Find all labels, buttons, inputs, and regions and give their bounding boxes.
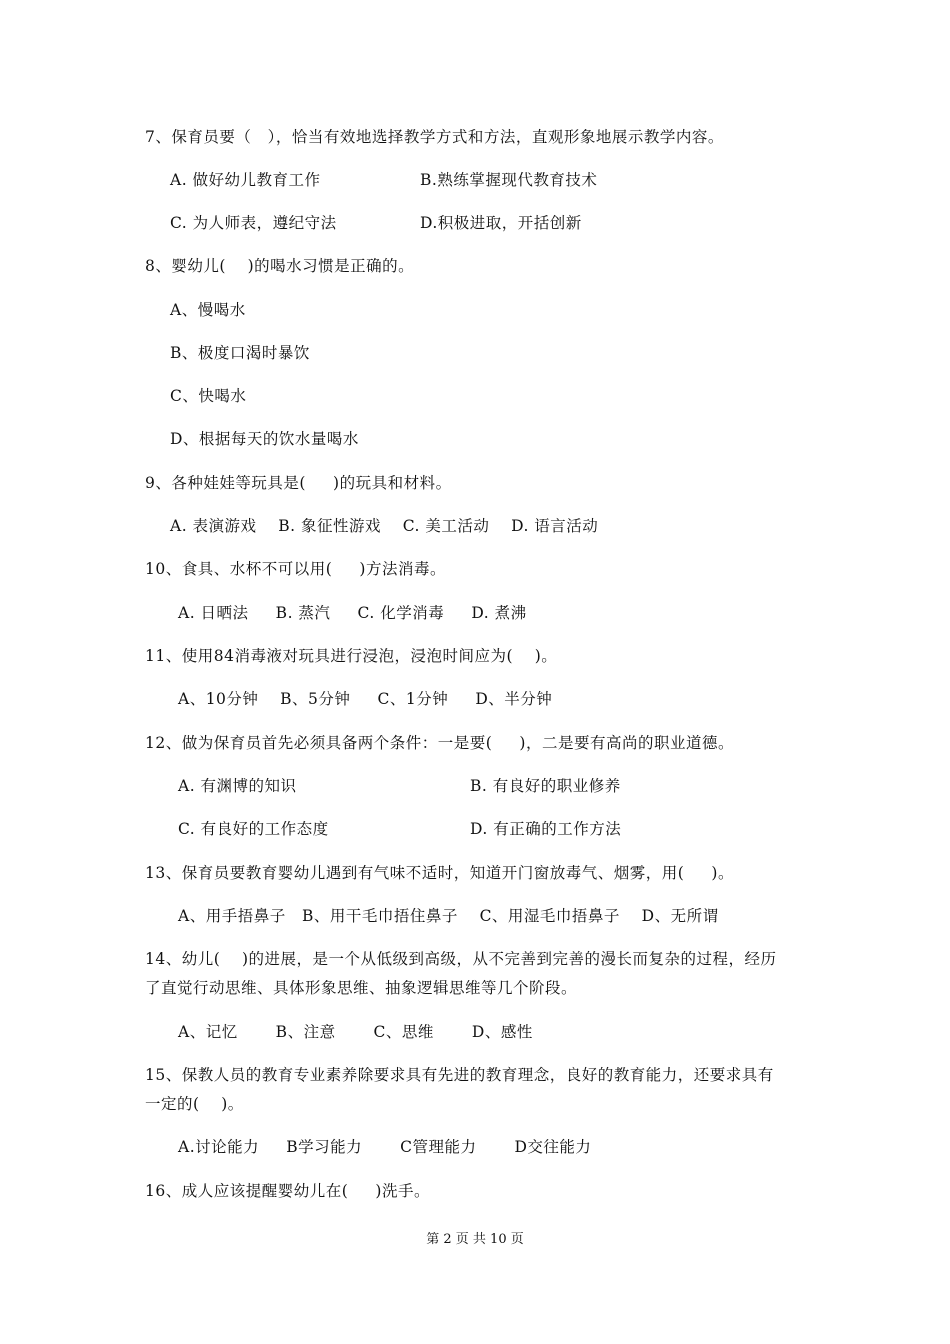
question-15-stem-line-2: 一定的( )。 <box>145 1095 244 1113</box>
question-7-option-c: C. 为人师表，遵纪守法 <box>170 214 337 232</box>
page-footer: 第 2 页 共 10 页 <box>426 1232 524 1247</box>
question-12-stem: 12、做为保育员首先必须具备两个条件：一是要( )，二是要有高尚的职业道德。 <box>145 734 734 752</box>
question-14-stem-line-1: 14、幼儿( )的进展，是一个从低级到高级，从不完善到完善的漫长而复杂的过程，经历 <box>145 950 777 968</box>
question-10-stem: 10、食具、水杯不可以用( )方法消毒。 <box>145 560 446 578</box>
question-10-options: A. 日晒法 B. 蒸汽 C. 化学消毒 D. 煮沸 <box>178 604 527 622</box>
question-13-options: A、用手捂鼻子 B、用干毛巾捂住鼻子 C、用湿毛巾捂鼻子 D、无所谓 <box>178 907 719 925</box>
question-7-option-d: D.积极进取，开括创新 <box>420 214 582 232</box>
question-16-stem: 16、成人应该提醒婴幼儿在( )洗手。 <box>145 1182 430 1200</box>
question-7-option-b: B.熟练掌握现代教育技术 <box>420 171 598 189</box>
question-8-stem: 8、婴幼儿( )的喝水习惯是正确的。 <box>145 257 415 275</box>
question-8-option-c: C、快喝水 <box>170 387 247 405</box>
question-11-stem: 11、使用84消毒液对玩具进行浸泡，浸泡时间应为( )。 <box>145 647 558 665</box>
question-8-option-b: B、极度口渴时暴饮 <box>170 344 310 362</box>
question-8-option-a: A、慢喝水 <box>170 301 246 319</box>
question-9-stem: 9、各种娃娃等玩具是( )的玩具和材料。 <box>145 474 452 492</box>
question-9-options: A. 表演游戏 B. 象征性游戏 C. 美工活动 D. 语言活动 <box>170 517 599 535</box>
question-14-stem-line-2: 了直觉行动思维、具体形象思维、抽象逻辑思维等几个阶段。 <box>145 979 578 997</box>
question-11-options: A、10分钟 B、5分钟 C、1分钟 D、半分钟 <box>178 690 553 708</box>
question-12-option-c: C. 有良好的工作态度 <box>178 820 329 838</box>
question-12-option-b: B. 有良好的职业修养 <box>470 777 621 795</box>
question-7-option-a: A. 做好幼儿教育工作 <box>170 171 321 189</box>
question-15-stem-line-1: 15、保教人员的教育专业素养除要求具有先进的教育理念，良好的教育能力，还要求具有 <box>145 1066 774 1084</box>
question-15-options: A.讨论能力 B学习能力 C管理能力 D交往能力 <box>178 1138 592 1156</box>
question-12-option-a: A. 有渊博的知识 <box>178 777 297 795</box>
question-12-option-d: D. 有正确的工作方法 <box>470 820 622 838</box>
question-8-option-d: D、根据每天的饮水量喝水 <box>170 430 359 448</box>
question-7-stem: 7、保育员要（ ），恰当有效地选择教学方式和方法，直观形象地展示教学内容。 <box>145 128 724 146</box>
question-13-stem: 13、保育员要教育婴幼儿遇到有气味不适时，知道开门窗放毒气、烟雾，用( )。 <box>145 864 734 882</box>
question-14-options: A、记忆 B、注意 C、思维 D、感性 <box>178 1023 533 1041</box>
